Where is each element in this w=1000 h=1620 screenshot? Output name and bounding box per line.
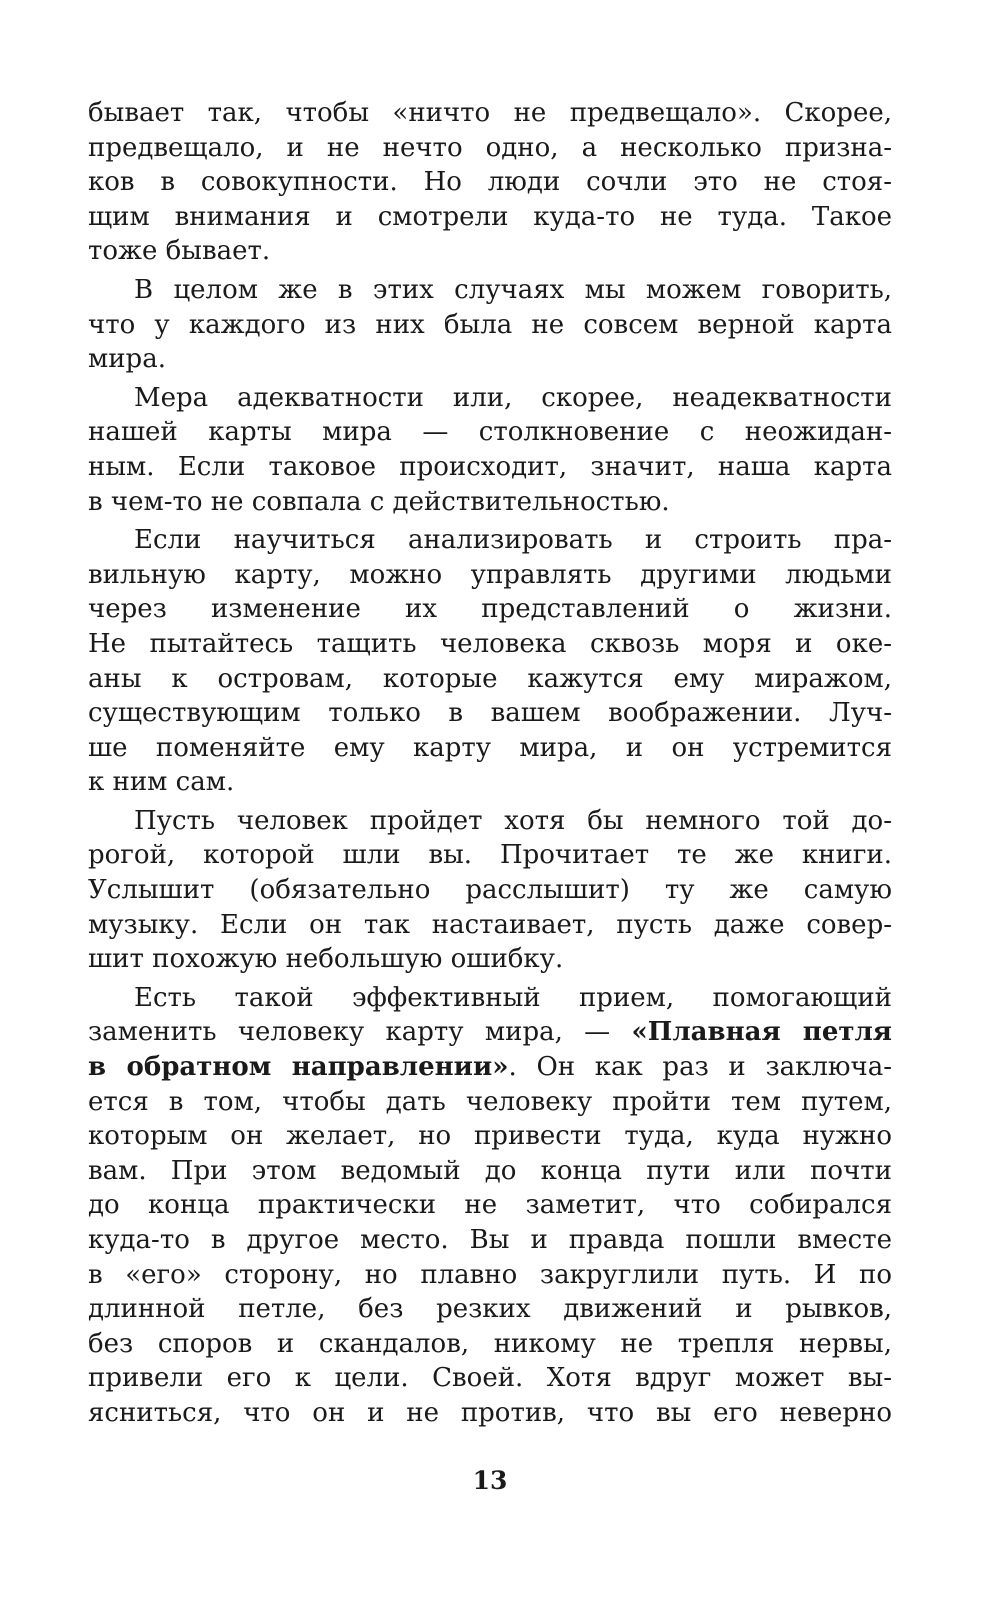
text-line: тоже бывает. <box>88 236 271 267</box>
text-line: Мера адекватности или, скорее, неадекватности <box>134 382 892 413</box>
text-line: предвещало, и не нечто одно, а несколько призна- <box>88 132 892 163</box>
text-line: куда-то в другое место. Вы и правда пошли вместе <box>88 1225 892 1255</box>
text-line: ется в том, чтобы дать человеку пройти тем путем, <box>88 1086 892 1117</box>
text-line <box>88 1015 892 1050</box>
text-line: через изменение их представлений о жизни. <box>88 594 892 625</box>
emphasized-term: в обратном направлении» <box>88 1052 509 1083</box>
text-line: Есть такой эффективный прием, помогающий <box>134 982 892 1013</box>
text-line: Пусть человек пройдет хотя бы немного той до- <box>134 805 892 836</box>
text-line: мира. <box>88 344 166 375</box>
text-line: бывает так, чтобы «ничто не предвещало». Скорее, <box>88 98 892 128</box>
text-line: что у каждого из них была не совсем верной карта <box>88 309 892 340</box>
text-line: ше поменяйте ему карту мира, и он устремится <box>88 732 892 763</box>
text-line: Услышит (обязательно расслышит) ту же самую <box>88 875 892 906</box>
paragraph <box>88 381 892 519</box>
text-line: до конца практически не заметит, что собирался <box>88 1190 892 1221</box>
text-line: к ним сам. <box>88 767 235 798</box>
text-line: рогой, которой шли вы. Прочитает те же книги. <box>88 840 892 871</box>
text-line: Не пытайтесь тащить человека сквозь моря и оке- <box>88 628 892 659</box>
paragraph <box>88 981 892 1431</box>
book-page <box>88 96 892 1616</box>
text-line: В целом же в этих случаях мы можем говорить, <box>134 274 892 305</box>
text-line <box>88 1050 892 1085</box>
paragraph <box>88 804 892 977</box>
text-plain: . Он как раз и заключа- <box>508 1052 892 1083</box>
text-line: ясниться, что он и не против, что вы его неверно <box>88 1397 892 1428</box>
text-line: ков в совокупности. Но люди сочли это не стоя- <box>88 167 892 198</box>
paragraph <box>88 523 892 800</box>
text-line: вильную карту, можно управлять другими людьми <box>88 559 892 590</box>
text-plain: заменить человеку карту мира, — <box>88 1017 632 1048</box>
text-line: которым он желает, но привести туда, куда нужно <box>88 1121 892 1152</box>
text-line: существующим только в вашем воображении. Луч- <box>88 698 892 729</box>
text-line: щим внимания и смотрели куда-то не туда. Такое <box>88 201 892 232</box>
text-line: без споров и скандалов, никому не трепля нервы, <box>88 1328 892 1359</box>
text-line: длинной петле, без резких движений и рывков, <box>88 1294 892 1325</box>
text-line: Если научиться анализировать и строить пра- <box>134 525 892 556</box>
text-line: нашей карты мира — столкновение с неожидан- <box>88 417 892 448</box>
text-line: вам. При этом ведомый до конца пути или почти <box>88 1155 892 1186</box>
text-line: шит похожую небольшую ошибку. <box>88 944 564 975</box>
paragraph <box>88 273 892 377</box>
text-line: аны к островам, которые кажутся ему миражом, <box>88 663 892 694</box>
page-number: 13 <box>472 1466 508 1495</box>
text-line: в чем-то не совпала с действительностью. <box>88 486 670 517</box>
text-line: музыку. Если он так настаивает, пусть даже совер- <box>88 909 892 940</box>
text-line: в «его» сторону, но плавно закруглили путь. И по <box>88 1259 892 1290</box>
emphasized-term: «Плавная петля <box>631 1017 892 1048</box>
paragraph <box>88 96 892 269</box>
text-line: привели его к цели. Своей. Хотя вдруг может вы- <box>88 1363 892 1394</box>
text-line: ным. Если таковое происходит, значит, наша карта <box>88 451 892 482</box>
